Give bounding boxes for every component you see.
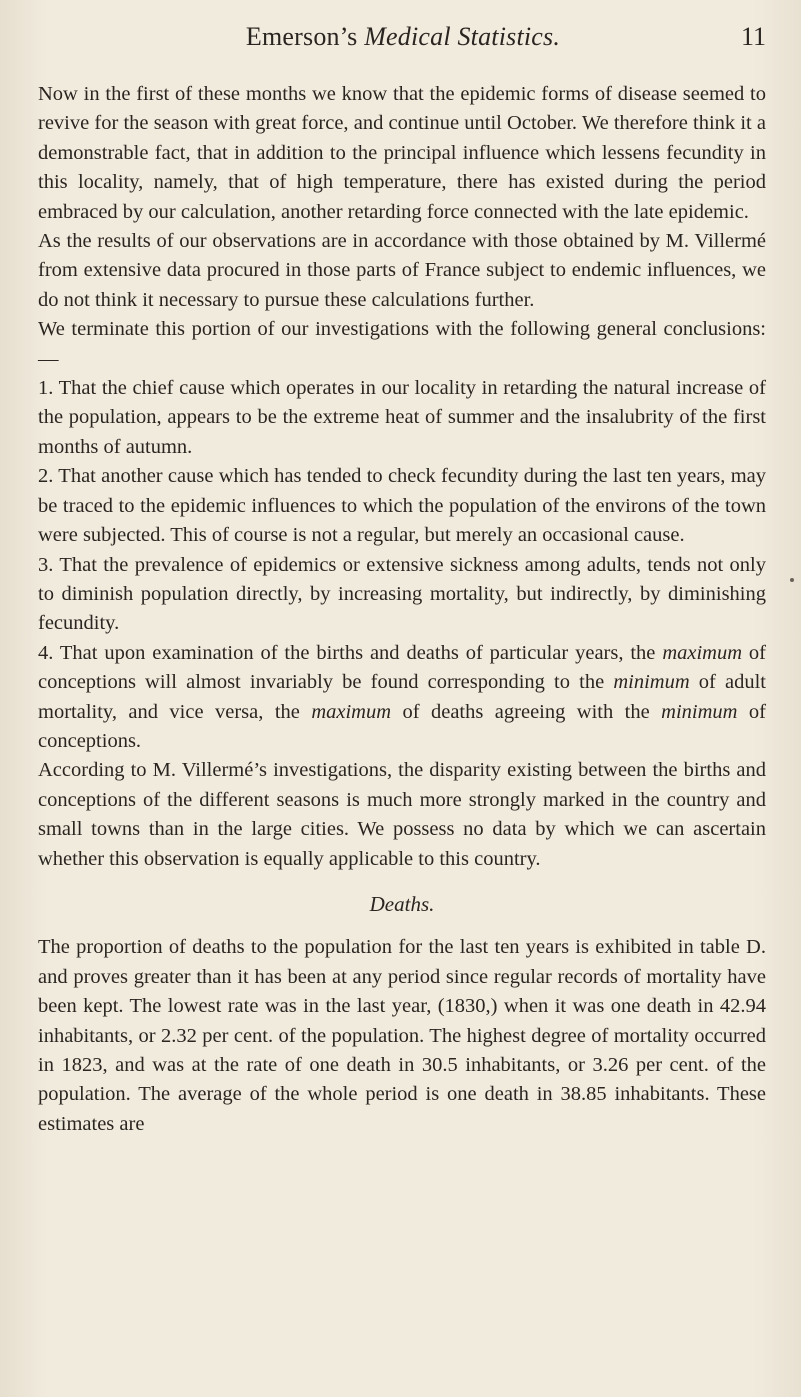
conclusion-4-part-d: of deaths agreeing with the — [391, 700, 662, 723]
running-title-italic: Medical Statistics. — [364, 22, 561, 51]
emphasis-minimum: minimum — [661, 700, 738, 723]
conclusion-4-part-b: of conceptions will almost invariably be found corresponding to the — [38, 641, 766, 694]
paragraph-epidemic-forms: Now in the first of these months we know that the epidemic forms of disease seemed to revive for the season with great force, and continue until October. We therefore think it a demonstrable fact, that in addition to the principal influence which lessens fecundity in this locality, namely, that of high temperature, there has existed during the period embraced by our calculation, another retarding force connected with the late epidemic. — [38, 83, 766, 223]
conclusion-4-part-c: of adult mortality, and vice versa, the — [38, 671, 766, 723]
body-text — [38, 80, 766, 1139]
running-title — [40, 22, 766, 52]
page-number: 11 — [740, 22, 766, 51]
running-head — [40, 22, 766, 62]
conclusion-4-part-e: of conceptions. — [38, 700, 766, 752]
paragraph-deaths-proportion: The proportion of deaths to the population for the last ten years is exhibited in table D. and proves greater than it has been at any period since regular records of mortality have been kept. The lowest rate was in the last year, (1830,) when it was one death in 42.94 inhabitants, or 2.32 per cent. of the population. The highest degree of mortality occurred in 1823, and was at the rate of one death in 30.5 inhabitants, or 3.26 per cent. of the population. The average of the whole period is one death in 38.85 inhabitants. These estimates are — [38, 936, 766, 1135]
emphasis-maximum: maximum — [311, 700, 392, 723]
paragraph-villerme-results: As the results of our observations are in accordance with those obtained by M. Villermé from extensive data procured in those parts of France subject to endemic influences, we do not think it necessary to pursue these calculations further. — [38, 230, 766, 311]
emphasis-maximum: maximum — [662, 641, 743, 664]
conclusion-2: 2. That another cause which has tended to check fecundity during the last ten years, may be traced to the epidemic influences to which the population of the environs of the town were subjected. This of course is not a regular, but merely an occasional cause. — [38, 465, 766, 547]
conclusion-4-part-a: 4. That upon examination of the births and deaths of particular years, the — [38, 641, 663, 664]
conclusion-1: 1. That the chief cause which operates in our locality in retarding the natural increase of the population, appears to be the extreme heat of summer and the insalubrity of the first months of autumn. — [38, 377, 766, 458]
paragraph-disparity: According to M. Villermé’s investigations, the disparity existing between the births and conceptions of the different seasons is much more strongly marked in the country and small towns than in the large cities. We possess no data by which we can ascertain whether this observation is equally applicable to this country. — [38, 759, 766, 870]
print-speck — [790, 578, 794, 582]
conclusion-3: 3. That the prevalence of epidemics or extensive sickness among adults, tends not only to diminish population directly, by increasing mortality, but indirectly, by diminishing fecundity. — [38, 553, 766, 635]
section-heading-deaths: Deaths. — [369, 891, 435, 916]
conclusion-4 — [38, 639, 766, 757]
running-title-roman: Emerson’s — [245, 22, 365, 51]
paragraph-general-conclusions: We terminate this portion of our investigations with the following general conclusions:— — [38, 318, 766, 370]
emphasis-minimum: minimum — [613, 671, 690, 694]
